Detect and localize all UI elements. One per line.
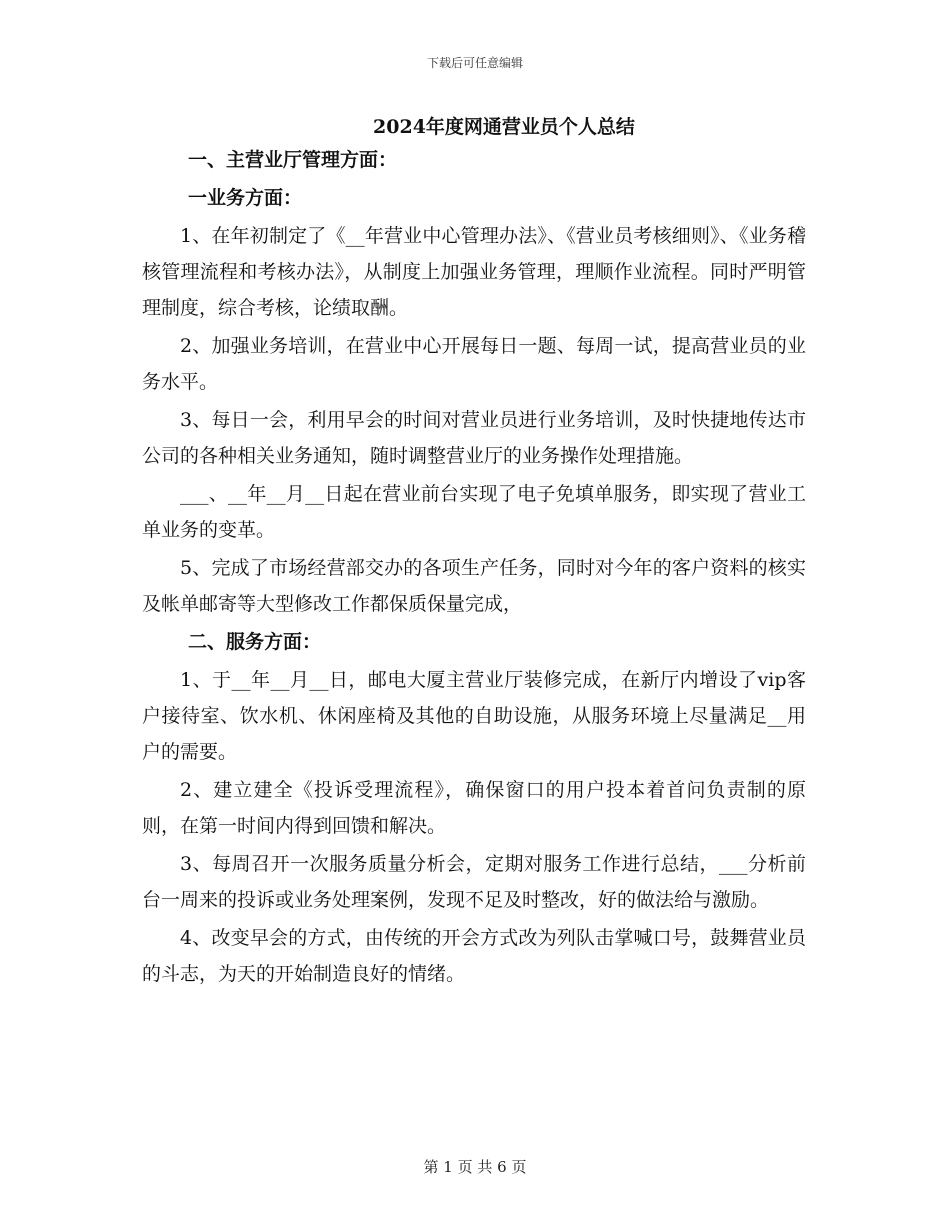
paragraph: 5、完成了市场经营部交办的各项生产任务，同时对今年的客户资料的核实及帐单邮寄等大型修改工作都保质保量完成， [142,557,806,615]
page-footer: 第 1 页 共 6 页 [423,1158,527,1176]
section-heading-management: 一、主营业厅管理方面： [188,149,398,171]
paragraph: 1、于__年__月__日，邮电大厦主营业厅装修完成，在新厅内增设了vip客户接待室、饮水机、休闲座椅及其他的自助设施，从服务环境上尽量满足__用户的需要。 [142,669,806,763]
document-title: 2024年度网通营业员个人总结 [373,116,635,138]
paragraph: 3、每周召开一次服务质量分析会，定期对服务工作进行总结，___分析前台一周来的投诉或业务处理案例，发现不足及时整改，好的做法给与激励。 [142,853,806,911]
page-content [142,112,806,994]
paragraph: 2、建立建全《投诉受理流程》，确保窗口的用户投本着首问负责制的原则，在第一时间内得到回馈和解决。 [142,779,806,837]
section-heading-business: 一业务方面： [188,187,303,209]
section-heading-service: 二、服务方面： [188,631,322,653]
header-note: 下载后可任意编辑 [426,56,523,70]
paragraph: 1、在年初制定了《__年营业中心管理办法》、《营业员考核细则》、《业务稽核管理流程和考核办法》，从制度上加强业务管理，理顺作业流程。同时严明管理制度，综合考核，论绩取酬。 [142,225,806,319]
paragraph: ___、__年__月__日起在营业前台实现了电子免填单服务，即实现了营业工单业务的变革。 [142,483,806,541]
paragraph: 4、改变早会的方式，由传统的开会方式改为列队击掌喊口号，鼓舞营业员的斗志，为天的开始制造良好的情绪。 [142,927,806,985]
paragraph: 2、加强业务培训，在营业中心开展每日一题、每周一试，提高营业员的业务水平。 [142,335,806,393]
paragraph: 3、每日一会，利用早会的时间对营业员进行业务培训，及时快捷地传达市公司的各种相关业务通知，随时调整营业厅的业务操作处理措施。 [142,409,806,467]
